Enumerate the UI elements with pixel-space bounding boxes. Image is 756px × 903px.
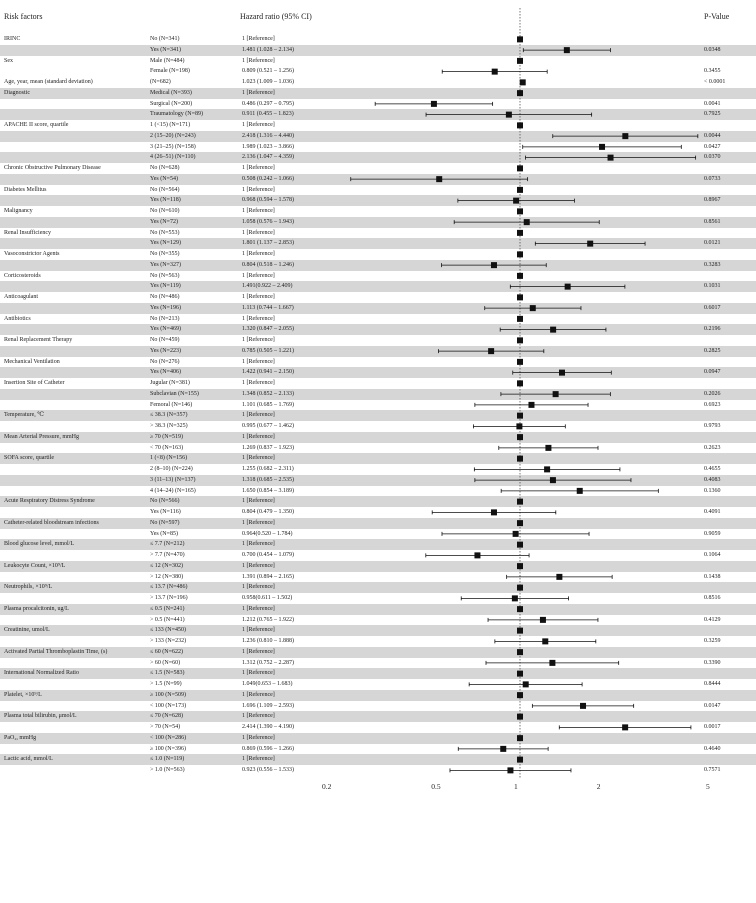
- hazard-ratio-text: 1.023 (1.009 – 1.036): [242, 79, 294, 85]
- p-value: 0.7925: [704, 111, 721, 118]
- factor-label: Diagnostic: [4, 89, 30, 96]
- hazard-ratio-text: 1.391 (0.894 – 2.165): [242, 573, 294, 580]
- hr-point: [559, 370, 565, 376]
- hr-point: [431, 101, 437, 107]
- hazard-ratio-text: 1.212 (0.765 – 1.922): [242, 616, 294, 623]
- hazard-ratio-text: 0.923 (0.556 – 1.533): [242, 767, 294, 773]
- level-label: No (N=276): [150, 358, 180, 365]
- level-label: Yes (N=116): [150, 509, 181, 515]
- factor-label: Acute Respiratory Distress Syndrome: [4, 498, 95, 505]
- level-label: Yes (N=196): [150, 304, 181, 311]
- p-value: 0.0044: [704, 132, 721, 139]
- level-label: Female (N=198): [150, 68, 190, 75]
- level-label: Yes (N=119): [150, 283, 181, 290]
- level-label: Yes (N=341): [150, 46, 181, 53]
- level-label: Surgical (N=200): [150, 100, 193, 107]
- level-label: ≤ 60 (N=622): [150, 648, 184, 655]
- hazard-ratio-text: 1 [Reference]: [242, 498, 275, 505]
- level-label: Yes (N=223): [150, 347, 181, 354]
- hazard-ratio-text: 0.958(0.611 – 1.502): [242, 595, 293, 601]
- hr-point: [517, 692, 523, 698]
- hazard-ratio-text: 0.804 (0.479 – 1.350): [242, 509, 294, 515]
- p-value: 0.6017: [704, 304, 721, 311]
- factor-label: International Normalized Ratio: [4, 670, 79, 677]
- level-label: No (N=553): [150, 229, 180, 236]
- level-label: No (N=213): [150, 315, 180, 322]
- hr-point: [520, 79, 526, 85]
- hr-point: [587, 241, 593, 247]
- hazard-ratio-text: 1 [Reference]: [242, 734, 275, 741]
- factor-label: Creatinine, umol/L: [4, 627, 50, 634]
- hr-point: [549, 660, 555, 666]
- level-label: 4 (14–24) (N=165): [150, 487, 196, 494]
- factor-label: Corticosteroids: [4, 272, 41, 279]
- level-label: > 1.5 (N=99): [150, 681, 182, 687]
- hazard-ratio-text: 1 [Reference]: [242, 122, 275, 128]
- factor-label: Plasma procalcitonin, ug/L: [4, 605, 69, 612]
- factor-label: Mean Arterial Pressure, mmHg: [4, 433, 79, 440]
- level-label: > 12 (N=380): [150, 573, 184, 580]
- hazard-ratio-text: 1.113 (0.744 – 1.667): [242, 304, 294, 311]
- hazard-ratio-text: 1.318 (0.685 – 2.535): [242, 476, 294, 483]
- header-hazard-ratio: Hazard ratio (95% CI): [240, 12, 312, 21]
- factor-label: Neutrophils, ×10⁹/L: [4, 584, 53, 591]
- level-label: No (N=355): [150, 251, 180, 257]
- hr-point: [517, 230, 523, 236]
- hazard-ratio-text: 1 [Reference]: [242, 412, 275, 419]
- p-value: 0.2623: [704, 444, 721, 451]
- factor-label: Antibiotics: [4, 315, 31, 322]
- p-value: 0.4083: [704, 476, 721, 483]
- hr-point: [540, 617, 546, 623]
- hazard-ratio-text: 1 [Reference]: [242, 519, 275, 526]
- level-label: ≤ 38.3 (N=357): [150, 412, 188, 419]
- level-label: Yes (N=469): [150, 326, 181, 333]
- hazard-ratio-text: 1 [Reference]: [242, 562, 275, 569]
- hazard-ratio-text: 1 [Reference]: [242, 165, 275, 171]
- hazard-ratio-text: 1.801 (1.137 – 2.853): [242, 240, 294, 247]
- level-label: ≤ 7.7 (N=212): [150, 541, 185, 548]
- p-value: 0.8444: [704, 681, 721, 687]
- p-value: 0.1064: [704, 552, 721, 558]
- p-value: 0.9793: [704, 423, 721, 429]
- factor-label: Activated Partial Thromboplastin Time, (s): [4, 648, 108, 655]
- hazard-ratio-text: 1 [Reference]: [242, 36, 275, 42]
- level-label: ≥ 70 (N=519): [150, 433, 184, 440]
- factor-label: Anticoagulant: [4, 294, 38, 300]
- hr-point: [517, 36, 523, 42]
- hazard-ratio-text: 1 [Reference]: [242, 186, 275, 193]
- level-label: No (N=486): [150, 294, 180, 300]
- p-value: 0.4655: [704, 466, 721, 472]
- level-label: ≤ 1.5 (N=583): [150, 670, 185, 677]
- p-value: 0.3455: [704, 68, 721, 75]
- p-value: 0.9059: [704, 530, 721, 537]
- p-value: 0.1031: [704, 283, 721, 290]
- factor-label: Temperature, ℃: [4, 412, 44, 419]
- p-value: 0.0121: [704, 240, 721, 247]
- hr-point: [524, 219, 530, 225]
- hr-point: [517, 273, 523, 279]
- hr-point: [528, 402, 534, 408]
- level-label: Jugular (N=381): [150, 380, 190, 386]
- hr-point: [553, 391, 559, 397]
- hr-point: [517, 90, 523, 96]
- level-label: Male (N=484): [150, 57, 185, 64]
- factor-label: Platelet, ×10⁹/L: [4, 691, 42, 698]
- p-value: 0.4129: [704, 616, 721, 623]
- factor-label: Leukocyte Count, ×10⁹/L: [4, 562, 66, 569]
- level-label: 2 (8–10) (N=224): [150, 466, 193, 472]
- hr-point: [523, 681, 529, 687]
- hazard-ratio-text: 0.964(0.520 – 1.784): [242, 530, 293, 537]
- hazard-ratio-text: 0.869 (0.596 – 1.266): [242, 745, 294, 752]
- level-label: Yes (N=54): [150, 175, 178, 182]
- p-value: 0.8561: [704, 218, 721, 225]
- hr-point: [517, 413, 523, 419]
- hr-point: [516, 423, 522, 429]
- hazard-ratio-text: 1 [Reference]: [242, 208, 275, 214]
- hazard-ratio-text: 1.049(0.653 – 1.683): [242, 681, 293, 687]
- hr-point: [517, 606, 523, 612]
- hr-point: [577, 488, 583, 494]
- hr-point: [517, 122, 523, 128]
- hr-point: [517, 251, 523, 257]
- hr-point: [517, 316, 523, 322]
- hazard-ratio-text: 1 [Reference]: [242, 358, 275, 365]
- hr-point: [517, 294, 523, 300]
- factor-label: Vasoconstrictor Agents: [4, 251, 60, 257]
- hazard-ratio-text: 1 [Reference]: [242, 455, 275, 462]
- level-label: > 38.3 (N=325): [150, 423, 188, 429]
- level-label: No (N=341): [150, 36, 180, 42]
- hr-point: [517, 187, 523, 193]
- hazard-ratio-text: 1 [Reference]: [242, 691, 275, 698]
- hr-point: [507, 767, 513, 773]
- hazard-ratio-text: 1 [Reference]: [242, 380, 275, 386]
- level-label: Subclavian (N=155): [150, 390, 199, 397]
- level-label: No (N=566): [150, 498, 180, 505]
- level-label: Traumatology (N=89): [150, 111, 203, 118]
- hazard-ratio-text: 0.486 (0.297 – 0.795): [242, 100, 294, 107]
- hr-point: [517, 757, 523, 763]
- hr-point: [436, 176, 442, 182]
- hr-point: [517, 585, 523, 591]
- p-value: 0.0370: [704, 154, 721, 161]
- level-label: 2 (15–20) (N=243): [150, 132, 196, 139]
- hazard-ratio-text: 1.422 (0.941 – 2.150): [242, 369, 294, 376]
- level-label: > 13.7 (N=196): [150, 595, 188, 601]
- level-label: No (N=459): [150, 337, 180, 343]
- factor-label: Mechanical Ventilation: [4, 358, 60, 365]
- level-label: ≤ 0.5 (N=241): [150, 605, 185, 612]
- hr-point: [565, 284, 571, 290]
- hazard-ratio-text: 1.481 (1.028 – 2.134): [242, 46, 294, 53]
- p-value: 0.7571: [704, 767, 721, 773]
- hr-point: [564, 47, 570, 53]
- hr-point: [474, 552, 480, 558]
- header-risk-factors: Risk factors: [4, 12, 43, 21]
- hazard-ratio-text: 1.696 (1.109 – 2.593): [242, 702, 294, 709]
- hr-point: [517, 735, 523, 741]
- hr-point: [492, 69, 498, 75]
- factor-label: Blood glucose level, mmol/L: [4, 541, 74, 548]
- hazard-ratio-text: 1 [Reference]: [242, 433, 275, 440]
- p-value: 0.3390: [704, 659, 721, 666]
- level-label: ≥ 100 (N=509): [150, 691, 187, 698]
- hr-point: [556, 574, 562, 580]
- level-label: Yes (N=85): [150, 530, 178, 537]
- hr-point: [517, 628, 523, 634]
- hazard-ratio-text: 0.700 (0.454 – 1.079): [242, 552, 294, 558]
- hr-point: [550, 477, 556, 483]
- p-value: 0.2196: [704, 326, 721, 333]
- hr-point: [542, 638, 548, 644]
- header-p-value: P-Value: [704, 12, 730, 21]
- level-label: > 70 (N=54): [150, 724, 181, 730]
- hr-point: [622, 724, 628, 730]
- level-label: 3 (11–13) (N=137): [150, 476, 196, 483]
- hazard-ratio-text: 1.348 (0.852 – 2.133): [242, 390, 294, 397]
- p-value: 0.4091: [704, 509, 721, 515]
- level-label: Yes (N=118): [150, 197, 181, 204]
- p-value: 0.0017: [704, 724, 721, 730]
- level-label: ≤ 1.0 (N=119): [150, 756, 185, 763]
- level-label: No (N=597): [150, 519, 180, 526]
- hazard-ratio-text: 1.236 (0.810 – 1.888): [242, 638, 294, 644]
- hazard-ratio-text: 1 [Reference]: [242, 315, 275, 322]
- p-value: 0.6923: [704, 401, 721, 408]
- hazard-ratio-text: 1 [Reference]: [242, 584, 275, 591]
- level-label: ≤ 70 (N=628): [150, 713, 184, 720]
- level-label: No (N=563): [150, 272, 180, 279]
- hr-point: [513, 531, 519, 537]
- level-label: 1 (<15) (N=171): [150, 122, 191, 128]
- hr-point: [599, 144, 605, 150]
- factor-label: Age, year, mean (standard deviation): [4, 79, 93, 85]
- hazard-ratio-text: 0.804 (0.518 – 1.246): [242, 261, 294, 268]
- hr-point: [517, 58, 523, 64]
- hazard-ratio-text: 1 [Reference]: [242, 294, 275, 300]
- hr-point: [517, 359, 523, 365]
- level-label: ≤ 133 (N=450): [150, 627, 187, 634]
- level-label: > 1.0 (N=563): [150, 767, 185, 773]
- hazard-ratio-text: 1.650 (0.854 – 3.189): [242, 487, 294, 494]
- level-label: 3 (21–25) (N=158): [150, 143, 196, 150]
- hazard-ratio-text: 1.255 (0.682 – 2.311): [242, 466, 294, 472]
- factor-label: Chronic Obstructive Pulmonary Disease: [4, 165, 101, 171]
- factor-label: Malignancy: [4, 208, 33, 214]
- hazard-ratio-text: 0.968 (0.594 – 1.578): [242, 197, 294, 204]
- factor-label: Catheter-related bloodstream infections: [4, 519, 99, 526]
- hr-point: [491, 509, 497, 515]
- hr-point: [517, 434, 523, 440]
- hazard-ratio-text: 1.320 (0.847 – 2.055): [242, 326, 294, 333]
- factor-label: APACHE II score, quartile: [4, 122, 69, 128]
- hazard-ratio-text: 1 [Reference]: [242, 57, 275, 64]
- hazard-ratio-text: 0.995 (0.677 – 1.462): [242, 423, 294, 429]
- hr-point: [517, 542, 523, 548]
- hr-point: [488, 348, 494, 354]
- p-value: 0.2026: [704, 390, 721, 397]
- hr-point: [517, 649, 523, 655]
- level-label: Yes (N=406): [150, 369, 181, 376]
- p-value: 0.0733: [704, 175, 721, 182]
- hazard-ratio-text: 0.911 (0.455 – 1.823): [242, 111, 294, 118]
- hazard-ratio-text: 1 [Reference]: [242, 756, 275, 763]
- hazard-ratio-text: 1 [Reference]: [242, 713, 275, 720]
- hazard-ratio-text: 2.414 (1.390 – 4.190): [242, 724, 294, 730]
- hr-point: [517, 499, 523, 505]
- factor-label: IRINC: [4, 36, 21, 42]
- hazard-ratio-text: 1.101 (0.685 – 1.769): [242, 401, 294, 408]
- x-tick-label: 1: [514, 781, 518, 791]
- hr-point: [608, 155, 614, 161]
- p-value: 0.3259: [704, 638, 721, 644]
- factor-label: Lactic acid, mmol/L: [4, 756, 53, 763]
- hr-point: [622, 133, 628, 139]
- hazard-ratio-text: 1.989 (1.023 – 3.866): [242, 143, 294, 150]
- level-label: Medical (N=393): [150, 89, 192, 96]
- hr-point: [517, 456, 523, 462]
- hr-point: [517, 520, 523, 526]
- p-value: 0.0348: [704, 46, 721, 53]
- level-label: > 133 (N=232): [150, 638, 187, 644]
- level-label: No (N=564): [150, 186, 180, 193]
- hazard-ratio-text: 1 [Reference]: [242, 605, 275, 612]
- hazard-ratio-text: 1 [Reference]: [242, 670, 275, 677]
- level-label: > 0.5 (N=441): [150, 616, 185, 623]
- hr-point: [530, 305, 536, 311]
- level-label: (N=682): [150, 79, 171, 85]
- factor-label: Plasma total bilirubin, μmol/L: [4, 713, 77, 720]
- level-label: Yes (N=129): [150, 240, 181, 247]
- level-label: < 100 (N=173): [150, 702, 187, 709]
- factor-label: Diabetes Mellitus: [4, 186, 47, 193]
- hazard-ratio-text: 1 [Reference]: [242, 229, 275, 236]
- p-value: 0.1438: [704, 573, 721, 580]
- p-value: 0.2825: [704, 347, 721, 354]
- hr-point: [513, 198, 519, 204]
- hazard-ratio-text: 0.785 (0.505 – 1.221): [242, 347, 294, 354]
- p-value: 0.0427: [704, 143, 721, 150]
- hazard-ratio-text: 1 [Reference]: [242, 627, 275, 634]
- hazard-ratio-text: 1.312 (0.752 – 2.287): [242, 659, 294, 666]
- factor-label: Insertion Site of Catheter: [4, 380, 65, 386]
- x-tick-label: 2: [596, 781, 601, 791]
- p-value: 0.8516: [704, 595, 721, 601]
- hr-point: [517, 563, 523, 569]
- level-label: Yes (N=327): [150, 261, 181, 268]
- factor-label: Renal Insufficiency: [4, 229, 52, 236]
- factor-label: PaO₂, mmHg: [4, 734, 37, 741]
- hr-point: [517, 208, 523, 214]
- factor-label: SOFA score, quartile: [4, 455, 55, 462]
- level-label: No (N=628): [150, 165, 180, 171]
- hr-point: [517, 671, 523, 677]
- hr-point: [512, 595, 518, 601]
- hazard-ratio-text: 1 [Reference]: [242, 89, 275, 96]
- hr-point: [550, 327, 556, 333]
- x-tick-label: 0.2: [322, 781, 332, 791]
- hr-point: [545, 445, 551, 451]
- hazard-ratio-text: 1.058 (0.576 – 1.943): [242, 218, 294, 225]
- hr-point: [517, 337, 523, 343]
- hr-point: [517, 165, 523, 171]
- x-tick-label: 0.5: [431, 781, 441, 791]
- hr-point: [517, 714, 523, 720]
- p-value: 0.0147: [704, 702, 721, 709]
- hr-point: [580, 703, 586, 709]
- level-label: < 100 (N=286): [150, 734, 187, 741]
- hazard-ratio-text: 1 [Reference]: [242, 648, 275, 655]
- level-label: Yes (N=72): [150, 218, 178, 225]
- p-value: 0.3283: [704, 261, 721, 268]
- level-label: ≤ 13.7 (N=486): [150, 584, 188, 591]
- hazard-ratio-text: 2.136 (1.047 – 4.359): [242, 154, 294, 161]
- level-label: 1 (<8) (N=156): [150, 455, 188, 462]
- p-value: 0.8967: [704, 197, 721, 204]
- hr-point: [500, 746, 506, 752]
- hr-point: [506, 112, 512, 118]
- hr-point: [517, 380, 523, 386]
- hr-point: [491, 262, 497, 268]
- p-value: 0.0947: [704, 369, 721, 376]
- level-label: ≤ 12 (N=302): [150, 562, 184, 569]
- level-label: > 7.7 (N=470): [150, 552, 185, 558]
- hazard-ratio-text: 1.491(0.922 – 2.409): [242, 283, 293, 290]
- level-label: > 60 (N=60): [150, 659, 181, 666]
- hr-point: [544, 466, 550, 472]
- hazard-ratio-text: 1 [Reference]: [242, 251, 275, 257]
- level-label: ≥ 100 (N=396): [150, 745, 187, 752]
- p-value: 0.4640: [704, 745, 721, 752]
- hazard-ratio-text: 0.508 (0.242 – 1.066): [242, 175, 294, 182]
- hazard-ratio-text: 1 [Reference]: [242, 337, 275, 343]
- hazard-ratio-text: 1.269 (0.837 – 1.923): [242, 444, 294, 451]
- factor-label: Renal Replacement Therapy: [4, 337, 73, 343]
- level-label: < 70 (N=163): [150, 444, 184, 451]
- hazard-ratio-text: 1 [Reference]: [242, 541, 275, 548]
- level-label: No (N=610): [150, 208, 180, 214]
- hazard-ratio-text: 2.418 (1.316 – 4.440): [242, 132, 294, 139]
- p-value: 0.0041: [704, 100, 721, 107]
- level-label: Femoral (N=146): [150, 401, 193, 408]
- p-value: 0.1360: [704, 487, 721, 494]
- p-value: < 0.0001: [704, 79, 726, 85]
- x-tick-label: 5: [706, 781, 710, 791]
- hazard-ratio-text: 1 [Reference]: [242, 272, 275, 279]
- level-label: 4 (26–51) (N=110): [150, 154, 196, 161]
- hazard-ratio-text: 0.809 (0.521 – 1.256): [242, 68, 294, 75]
- factor-label: Sex: [4, 57, 13, 64]
